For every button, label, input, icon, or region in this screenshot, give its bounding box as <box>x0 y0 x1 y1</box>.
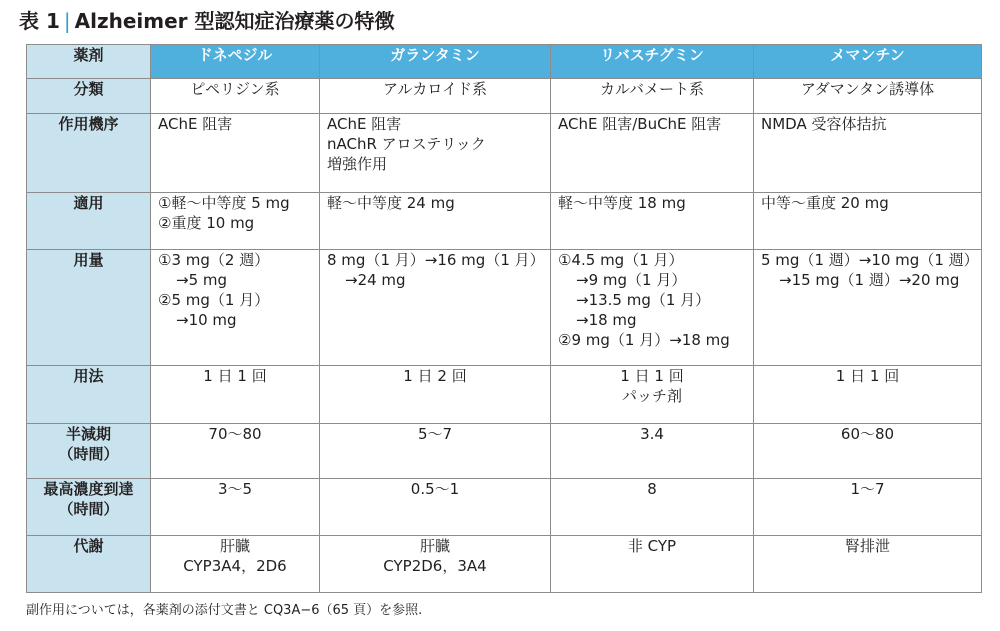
cell-line: →10 mg <box>176 311 237 329</box>
table-cell <box>320 424 551 479</box>
table-cell <box>551 79 754 114</box>
cell-line: 中等～重度 20 mg <box>761 194 889 212</box>
cell-line: 腎排泄 <box>844 537 890 555</box>
row-header-half-life <box>27 424 151 479</box>
table-cell <box>754 479 982 536</box>
table-cell <box>754 536 982 593</box>
cell-line: AChE 阻害/BuChE 阻害 <box>558 115 722 133</box>
cell-line: アダマンタン誘導体 <box>800 80 935 98</box>
table-cell <box>754 424 982 479</box>
cell-line: 1～7 <box>850 480 885 498</box>
table-cell <box>551 193 754 250</box>
table-cell <box>551 424 754 479</box>
cell-line: 用法 <box>73 367 104 385</box>
header-row <box>27 45 982 79</box>
table-cell <box>151 193 320 250</box>
cell-line: ①4.5 mg（1 月） <box>558 251 684 269</box>
cell-line: NMDA 受容体拮抗 <box>761 115 887 133</box>
table-cell <box>320 536 551 593</box>
table-cell <box>754 193 982 250</box>
table-cell <box>754 79 982 114</box>
table-cell <box>754 366 982 424</box>
cell-line: 70～80 <box>208 425 262 443</box>
cell-line: ①軽～中等度 5 mg <box>158 194 290 212</box>
cell-line: 適用 <box>73 194 104 212</box>
table-cell <box>754 250 982 366</box>
row-header-tmax <box>27 479 151 536</box>
drug-comparison-table <box>26 44 982 593</box>
row-header-metabolism <box>27 536 151 593</box>
cell-line: カルバメート系 <box>600 80 704 98</box>
drug-header-galantamine: ガランタミン <box>320 45 551 79</box>
cell-line: 作用機序 <box>58 115 119 133</box>
table-row <box>27 250 982 366</box>
table-cell <box>151 79 320 114</box>
cell-line: 肝臓 <box>419 537 450 555</box>
cell-line: CYP2D6，3A4 <box>383 557 487 575</box>
cell-line: CYP3A4，2D6 <box>183 557 287 575</box>
table-row <box>27 79 982 114</box>
cell-line: 用量 <box>73 251 104 269</box>
table-cell <box>320 79 551 114</box>
drug-header-rivastigmine: リバスチグミン <box>551 45 754 79</box>
cell-line: 軽～中等度 18 mg <box>558 194 686 212</box>
cell-line: 1 日 1 回 <box>835 367 900 385</box>
cell-line: パッチ剤 <box>621 387 682 405</box>
cell-line: →18 mg <box>576 311 637 329</box>
cell-line: AChE 阻害 <box>327 115 402 133</box>
cell-line: ①3 mg（2 週） <box>158 251 270 269</box>
table-cell <box>151 114 320 193</box>
cell-line: 増強作用 <box>327 155 388 173</box>
table-cell <box>151 424 320 479</box>
cell-line: AChE 阻害 <box>158 115 233 133</box>
cell-line: 3～5 <box>217 480 253 498</box>
table-cell <box>151 479 320 536</box>
cell-line: →5 mg <box>176 271 228 289</box>
footnote: 副作用については，各薬剤の添付文書と CQ3A−6（65 頁）を参照. <box>26 603 423 618</box>
drug-header-donepezil: ドネペジル <box>151 45 320 79</box>
cell-line: 半減期 <box>65 425 111 443</box>
table-row <box>27 424 982 479</box>
cell-line: 8 <box>647 480 657 498</box>
table-title <box>19 6 395 36</box>
table-number: 表 1 <box>19 9 60 33</box>
cell-line: 3.4 <box>640 425 664 443</box>
table-cell <box>551 479 754 536</box>
cell-line: 5～7 <box>417 425 453 443</box>
table-cell <box>320 250 551 366</box>
cell-line: 1 日 1 回 <box>203 367 267 385</box>
table-cell <box>551 114 754 193</box>
cell-line: 非 CYP <box>627 537 677 555</box>
table-row <box>27 536 982 593</box>
cell-line: （時間） <box>58 445 119 463</box>
table-cell <box>551 536 754 593</box>
row-header-indication <box>27 193 151 250</box>
table-cell <box>320 193 551 250</box>
table-cell <box>151 366 320 424</box>
table-cell <box>551 366 754 424</box>
cell-line: 60～80 <box>840 425 895 443</box>
title-separator: | <box>63 9 71 33</box>
table-cell <box>320 114 551 193</box>
cell-line: nAChR アロステリック <box>327 135 486 153</box>
table-cell <box>754 114 982 193</box>
cell-line: 1 日 2 回 <box>403 367 467 385</box>
cell-line: 軽～中等度 24 mg <box>327 194 455 212</box>
table-cell <box>551 250 754 366</box>
drug-header-memantine: メマンチン <box>754 45 982 79</box>
cell-line: 1 日 1 回 <box>620 367 684 385</box>
row-header-administration <box>27 366 151 424</box>
cell-line: 分類 <box>73 80 104 98</box>
cell-line: 5 mg（1 週）→10 mg（1 週） <box>761 251 979 269</box>
table-row <box>27 366 982 424</box>
table-row <box>27 114 982 193</box>
cell-line: →24 mg <box>345 271 406 289</box>
table-row <box>27 479 982 536</box>
cell-line: ピペリジン系 <box>190 80 280 98</box>
cell-line: ②5 mg（1 月） <box>158 291 270 309</box>
cell-line: 最高濃度到達 <box>43 480 134 498</box>
cell-line: （時間） <box>58 500 119 518</box>
table-cell <box>151 250 320 366</box>
cell-line: 8 mg（1 月）→16 mg（1 月） <box>327 251 545 269</box>
corner-header: 薬剤 <box>27 45 151 79</box>
cell-line: →15 mg（1 週）→20 mg <box>779 271 960 289</box>
table-row <box>27 193 982 250</box>
cell-line: →13.5 mg（1 月） <box>576 291 711 309</box>
row-header-mechanism <box>27 114 151 193</box>
cell-line: →9 mg（1 月） <box>576 271 687 289</box>
cell-line: 0.5～1 <box>410 480 460 498</box>
cell-line: アルカロイド系 <box>383 80 487 98</box>
table-cell <box>320 366 551 424</box>
row-header-dose <box>27 250 151 366</box>
cell-line: ②重度 10 mg <box>158 214 255 232</box>
cell-line: 肝臓 <box>219 537 250 555</box>
table-cell <box>151 536 320 593</box>
table-title-text: Alzheimer 型認知症治療薬の特徴 <box>74 9 395 33</box>
cell-line: ②9 mg（1 月）→18 mg <box>558 331 730 349</box>
cell-line: 代謝 <box>73 537 104 555</box>
row-header-classification <box>27 79 151 114</box>
table-cell <box>320 479 551 536</box>
